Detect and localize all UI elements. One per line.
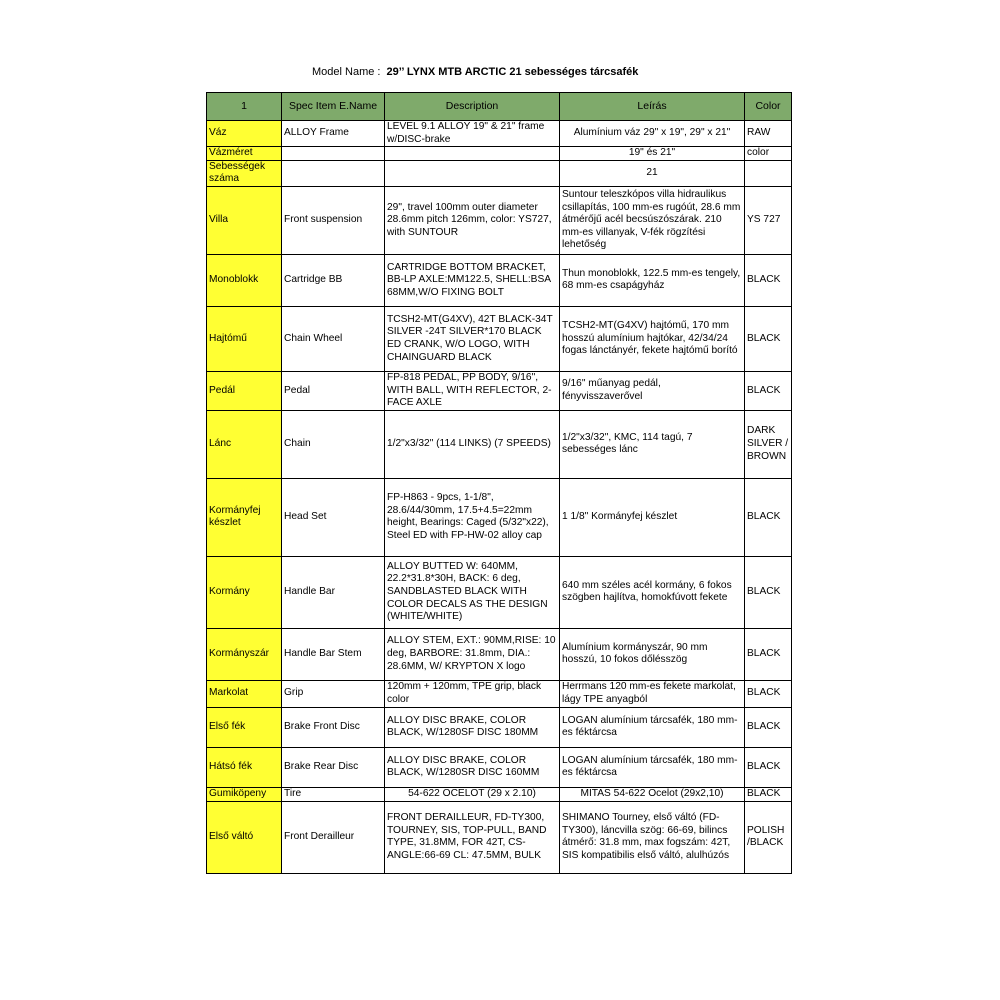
- cell-leiras: 1 1/8" Kormányfej készlet: [560, 478, 745, 556]
- cell-spec-item: ALLOY Frame: [282, 121, 385, 147]
- spec-table: [206, 92, 792, 874]
- cell-hungarian-name: Első fék: [207, 707, 282, 747]
- cell-leiras: SHIMANO Tourney, első váltó (FD-TY300), láncvilla szög: 66-69, bilincs átmérő: 31.8 mm, max fogszám: 42T, SIS kompatibilis első váltó, alulhúzós: [560, 801, 745, 873]
- cell-color: BLACK: [745, 680, 792, 707]
- header-leiras: Leírás: [560, 93, 745, 121]
- table-row: [207, 556, 792, 628]
- cell-spec-item: Handle Bar Stem: [282, 628, 385, 680]
- table-row: [207, 371, 792, 410]
- cell-color: BLACK: [745, 556, 792, 628]
- cell-leiras: LOGAN alumínium tárcsafék, 180 mm-es féktárcsa: [560, 707, 745, 747]
- cell-leiras: TCSH2-MT(G4XV) hajtómű, 170 mm hosszú alumínium hajtókar, 42/34/24 fogas lánctányér, fekete hajtómű borító: [560, 306, 745, 371]
- cell-color: BLACK: [745, 787, 792, 801]
- table-header-row: [207, 93, 792, 121]
- table-row: [207, 306, 792, 371]
- table-row: [207, 186, 792, 254]
- cell-spec-item: Front Derailleur: [282, 801, 385, 873]
- cell-hungarian-name: Sebességek száma: [207, 160, 282, 186]
- cell-hungarian-name: Kormány: [207, 556, 282, 628]
- cell-color: color: [745, 147, 792, 161]
- cell-hungarian-name: Kormányszár: [207, 628, 282, 680]
- cell-color: RAW: [745, 121, 792, 147]
- cell-leiras: Alumínium váz 29" x 19", 29" x 21": [560, 121, 745, 147]
- cell-description: TCSH2-MT(G4XV), 42T BLACK-34T SILVER -24T SILVER*170 BLACK ED CRANK, W/O LOGO, WITH CHAINGUARD BLACK: [385, 306, 560, 371]
- cell-description: FP-818 PEDAL, PP BODY, 9/16", WITH BALL, WITH REFLECTOR, 2-FACE AXLE: [385, 371, 560, 410]
- header-color: Color: [745, 93, 792, 121]
- cell-leiras: MITAS 54-622 Ocelot (29x2,10): [560, 787, 745, 801]
- cell-color: POLISH /BLACK: [745, 801, 792, 873]
- cell-spec-item: Cartridge BB: [282, 254, 385, 306]
- cell-spec-item: Handle Bar: [282, 556, 385, 628]
- cell-hungarian-name: Markolat: [207, 680, 282, 707]
- cell-spec-item: Tire: [282, 787, 385, 801]
- cell-hungarian-name: Villa: [207, 186, 282, 254]
- table-row: [207, 478, 792, 556]
- model-name-line: [312, 66, 638, 78]
- cell-color: BLACK: [745, 707, 792, 747]
- cell-color: BLACK: [745, 628, 792, 680]
- cell-color: DARK SILVER / BROWN: [745, 410, 792, 478]
- cell-spec-item: Pedal: [282, 371, 385, 410]
- cell-leiras: Herrmans 120 mm-es fekete markolat, lágy TPE anyagból: [560, 680, 745, 707]
- table-row: [207, 410, 792, 478]
- table-row: [207, 707, 792, 747]
- cell-leiras: 9/16" műanyag pedál, fényvisszaverővel: [560, 371, 745, 410]
- cell-hungarian-name: Monoblokk: [207, 254, 282, 306]
- cell-description: 54-622 OCELOT (29 x 2.10): [385, 787, 560, 801]
- cell-spec-item: Brake Rear Disc: [282, 747, 385, 787]
- cell-spec-item: Chain Wheel: [282, 306, 385, 371]
- cell-leiras: Alumínium kormányszár, 90 mm hosszú, 10 fokos dőlésszög: [560, 628, 745, 680]
- table-row: [207, 801, 792, 873]
- cell-hungarian-name: Első váltó: [207, 801, 282, 873]
- cell-description: 29", travel 100mm outer diameter 28.6mm pitch 126mm, color: YS727, with SUNTOUR: [385, 186, 560, 254]
- table-row: [207, 787, 792, 801]
- cell-spec-item: Chain: [282, 410, 385, 478]
- cell-description: ALLOY DISC BRAKE, COLOR BLACK, W/1280SF DISC 180MM: [385, 707, 560, 747]
- cell-leiras: LOGAN alumínium tárcsafék, 180 mm-es féktárcsa: [560, 747, 745, 787]
- cell-spec-item: [282, 160, 385, 186]
- table-row: [207, 680, 792, 707]
- cell-color: BLACK: [745, 371, 792, 410]
- model-name-value: 29’’ LYNX MTB ARCTIC 21 sebességes tárcsafék: [386, 66, 639, 78]
- cell-color: BLACK: [745, 306, 792, 371]
- cell-spec-item: Head Set: [282, 478, 385, 556]
- cell-description: FP-H863 - 9pcs, 1-1/8", 28.6/44/30mm, 17.5+4.5=22mm height, Bearings: Caged (5/32"x22), Steel ED with FP-HW-02 alloy cap: [385, 478, 560, 556]
- cell-spec-item: [282, 147, 385, 161]
- cell-description: 1/2"x3/32" (114 LINKS) (7 SPEEDS): [385, 410, 560, 478]
- cell-hungarian-name: Pedál: [207, 371, 282, 410]
- header-index: 1: [207, 93, 282, 121]
- cell-hungarian-name: Váz: [207, 121, 282, 147]
- table-row: [207, 628, 792, 680]
- cell-hungarian-name: Kormányfej készlet: [207, 478, 282, 556]
- header-spec-item: Spec Item E.Name: [282, 93, 385, 121]
- cell-color: BLACK: [745, 747, 792, 787]
- cell-description: LEVEL 9.1 ALLOY 19" & 21" frame w/DISC-brake: [385, 121, 560, 147]
- cell-color: BLACK: [745, 478, 792, 556]
- cell-hungarian-name: Hátsó fék: [207, 747, 282, 787]
- spec-table-body: [207, 121, 792, 874]
- cell-description: ALLOY BUTTED W: 640MM, 22.2*31.8*30H, BACK: 6 deg, SANDBLASTED BLACK WITH COLOR DECALS AS THE DESIGN (WHITE/WHITE): [385, 556, 560, 628]
- table-row: [207, 747, 792, 787]
- cell-spec-item: Grip: [282, 680, 385, 707]
- table-row: [207, 160, 792, 186]
- table-row: [207, 254, 792, 306]
- cell-description: ALLOY DISC BRAKE, COLOR BLACK, W/1280SR DISC 160MM: [385, 747, 560, 787]
- cell-spec-item: Front suspension: [282, 186, 385, 254]
- cell-color: YS 727: [745, 186, 792, 254]
- cell-hungarian-name: Hajtómű: [207, 306, 282, 371]
- cell-leiras: Suntour teleszkópos villa hidraulikus csillapítás, 100 mm-es rugóút, 28.6 mm átmérőjű acél becsúszószárak. 210 mm-es villanyak, V-fék rögzítési lehetőség: [560, 186, 745, 254]
- cell-spec-item: Brake Front Disc: [282, 707, 385, 747]
- cell-description: ALLOY STEM, EXT.: 90MM,RISE: 10 deg, BARBORE: 31.8mm, DIA.: 28.6MM, W/ KRYPTON X logo: [385, 628, 560, 680]
- cell-leiras: 21: [560, 160, 745, 186]
- cell-description: 120mm + 120mm, TPE grip, black color: [385, 680, 560, 707]
- cell-description: CARTRIDGE BOTTOM BRACKET, BB-LP AXLE:MM122.5, SHELL:BSA 68MM,W/O FIXING BOLT: [385, 254, 560, 306]
- cell-leiras: 640 mm széles acél kormány, 6 fokos szögben hajlítva, homokfúvott fekete: [560, 556, 745, 628]
- cell-hungarian-name: Lánc: [207, 410, 282, 478]
- cell-color: BLACK: [745, 254, 792, 306]
- cell-description: [385, 160, 560, 186]
- model-name-label: Model Name :: [312, 66, 381, 78]
- cell-description: FRONT DERAILLEUR, FD-TY300, TOURNEY, SIS, TOP-PULL, BAND TYPE, 31.8MM, FOR 42T, CS-ANGLE:66-69 CL: 47.5MM, BULK: [385, 801, 560, 873]
- cell-hungarian-name: Gumiköpeny: [207, 787, 282, 801]
- table-row: [207, 121, 792, 147]
- table-row: [207, 147, 792, 161]
- cell-color: [745, 160, 792, 186]
- cell-description: [385, 147, 560, 161]
- cell-hungarian-name: Vázméret: [207, 147, 282, 161]
- cell-leiras: 1/2"x3/32", KMC, 114 tagú, 7 sebességes lánc: [560, 410, 745, 478]
- cell-leiras: Thun monoblokk, 122.5 mm-es tengely, 68 mm-es csapágyház: [560, 254, 745, 306]
- header-description: Description: [385, 93, 560, 121]
- cell-leiras: 19" és 21": [560, 147, 745, 161]
